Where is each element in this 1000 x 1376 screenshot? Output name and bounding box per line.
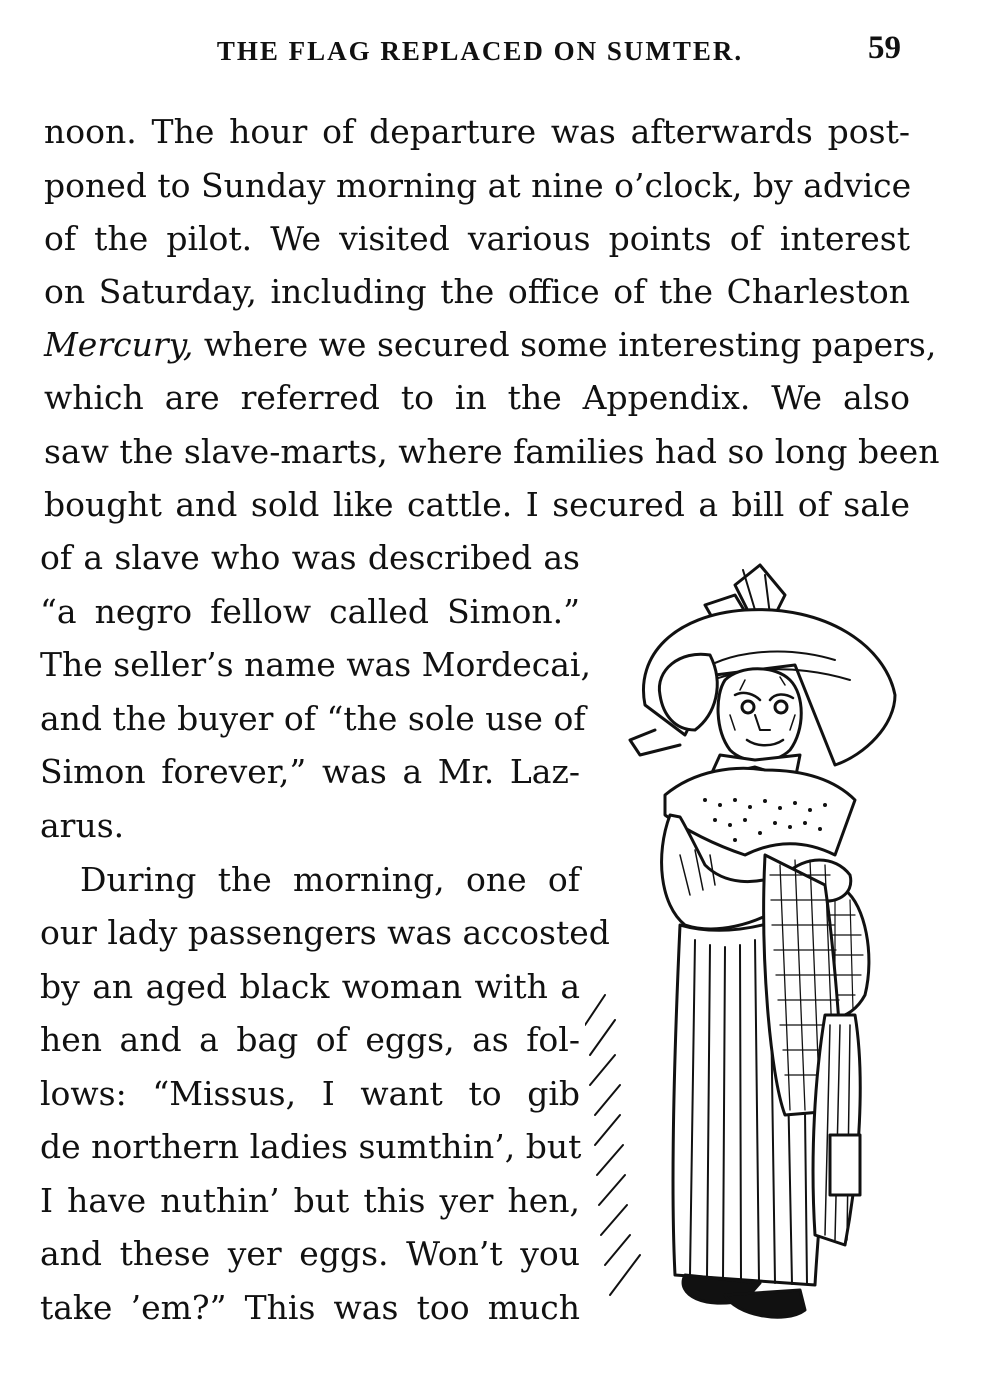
text-line: poned to Sunday morning at nine o’clock, by advice <box>44 166 912 205</box>
text-line: on Saturday, including the office of the Charleston <box>44 272 910 311</box>
text-line: saw the slave-marts, where families had so long been <box>44 432 940 471</box>
text-line: hen and a bag of eggs, as fol- <box>40 1020 580 1059</box>
text-line: The seller’s name was Mordecai, <box>40 645 591 684</box>
paragraph-start-line: During the morning, one of <box>80 860 580 899</box>
text-line: bought and sold like cattle. I secured a bill of sale <box>44 485 910 524</box>
text-line: our lady passengers was accosted <box>40 913 610 952</box>
text-line-remainder: where we secured some interesting papers, <box>203 325 937 364</box>
text-line: “a negro fellow called Simon.” <box>40 592 580 631</box>
italic-newspaper-name: Mercury, <box>44 325 194 364</box>
text-line: lows: “Missus, I want to gib <box>40 1074 580 1113</box>
text-line: of the pilot. We visited various points of interest <box>44 219 910 258</box>
text-line: de northern ladies sumthin’, but <box>40 1127 582 1166</box>
text-line <box>44 325 937 365</box>
text-line: and these yer eggs. Won’t you <box>40 1234 580 1273</box>
text-line: noon. The hour of departure was afterwards post- <box>44 112 910 151</box>
text-line: I have nuthin’ but this yer hen, <box>40 1181 580 1220</box>
running-head: THE FLAG REPLACED ON SUMTER. <box>216 36 744 66</box>
text-line: and the buyer of “the sole use of <box>40 699 586 738</box>
text-line: of a slave who was described as <box>40 538 580 577</box>
text-line: by an aged black woman with a <box>40 967 580 1006</box>
page-number: 59 <box>868 30 901 66</box>
text-line: Simon forever,” was a Mr. Laz- <box>40 752 580 791</box>
text-line: arus. <box>40 806 125 845</box>
text-line: take ’em?” This was too much <box>40 1288 580 1327</box>
text-line: which are referred to in the Appendix. We also <box>44 378 910 417</box>
woman-with-bonnet-illustration <box>585 555 905 1335</box>
